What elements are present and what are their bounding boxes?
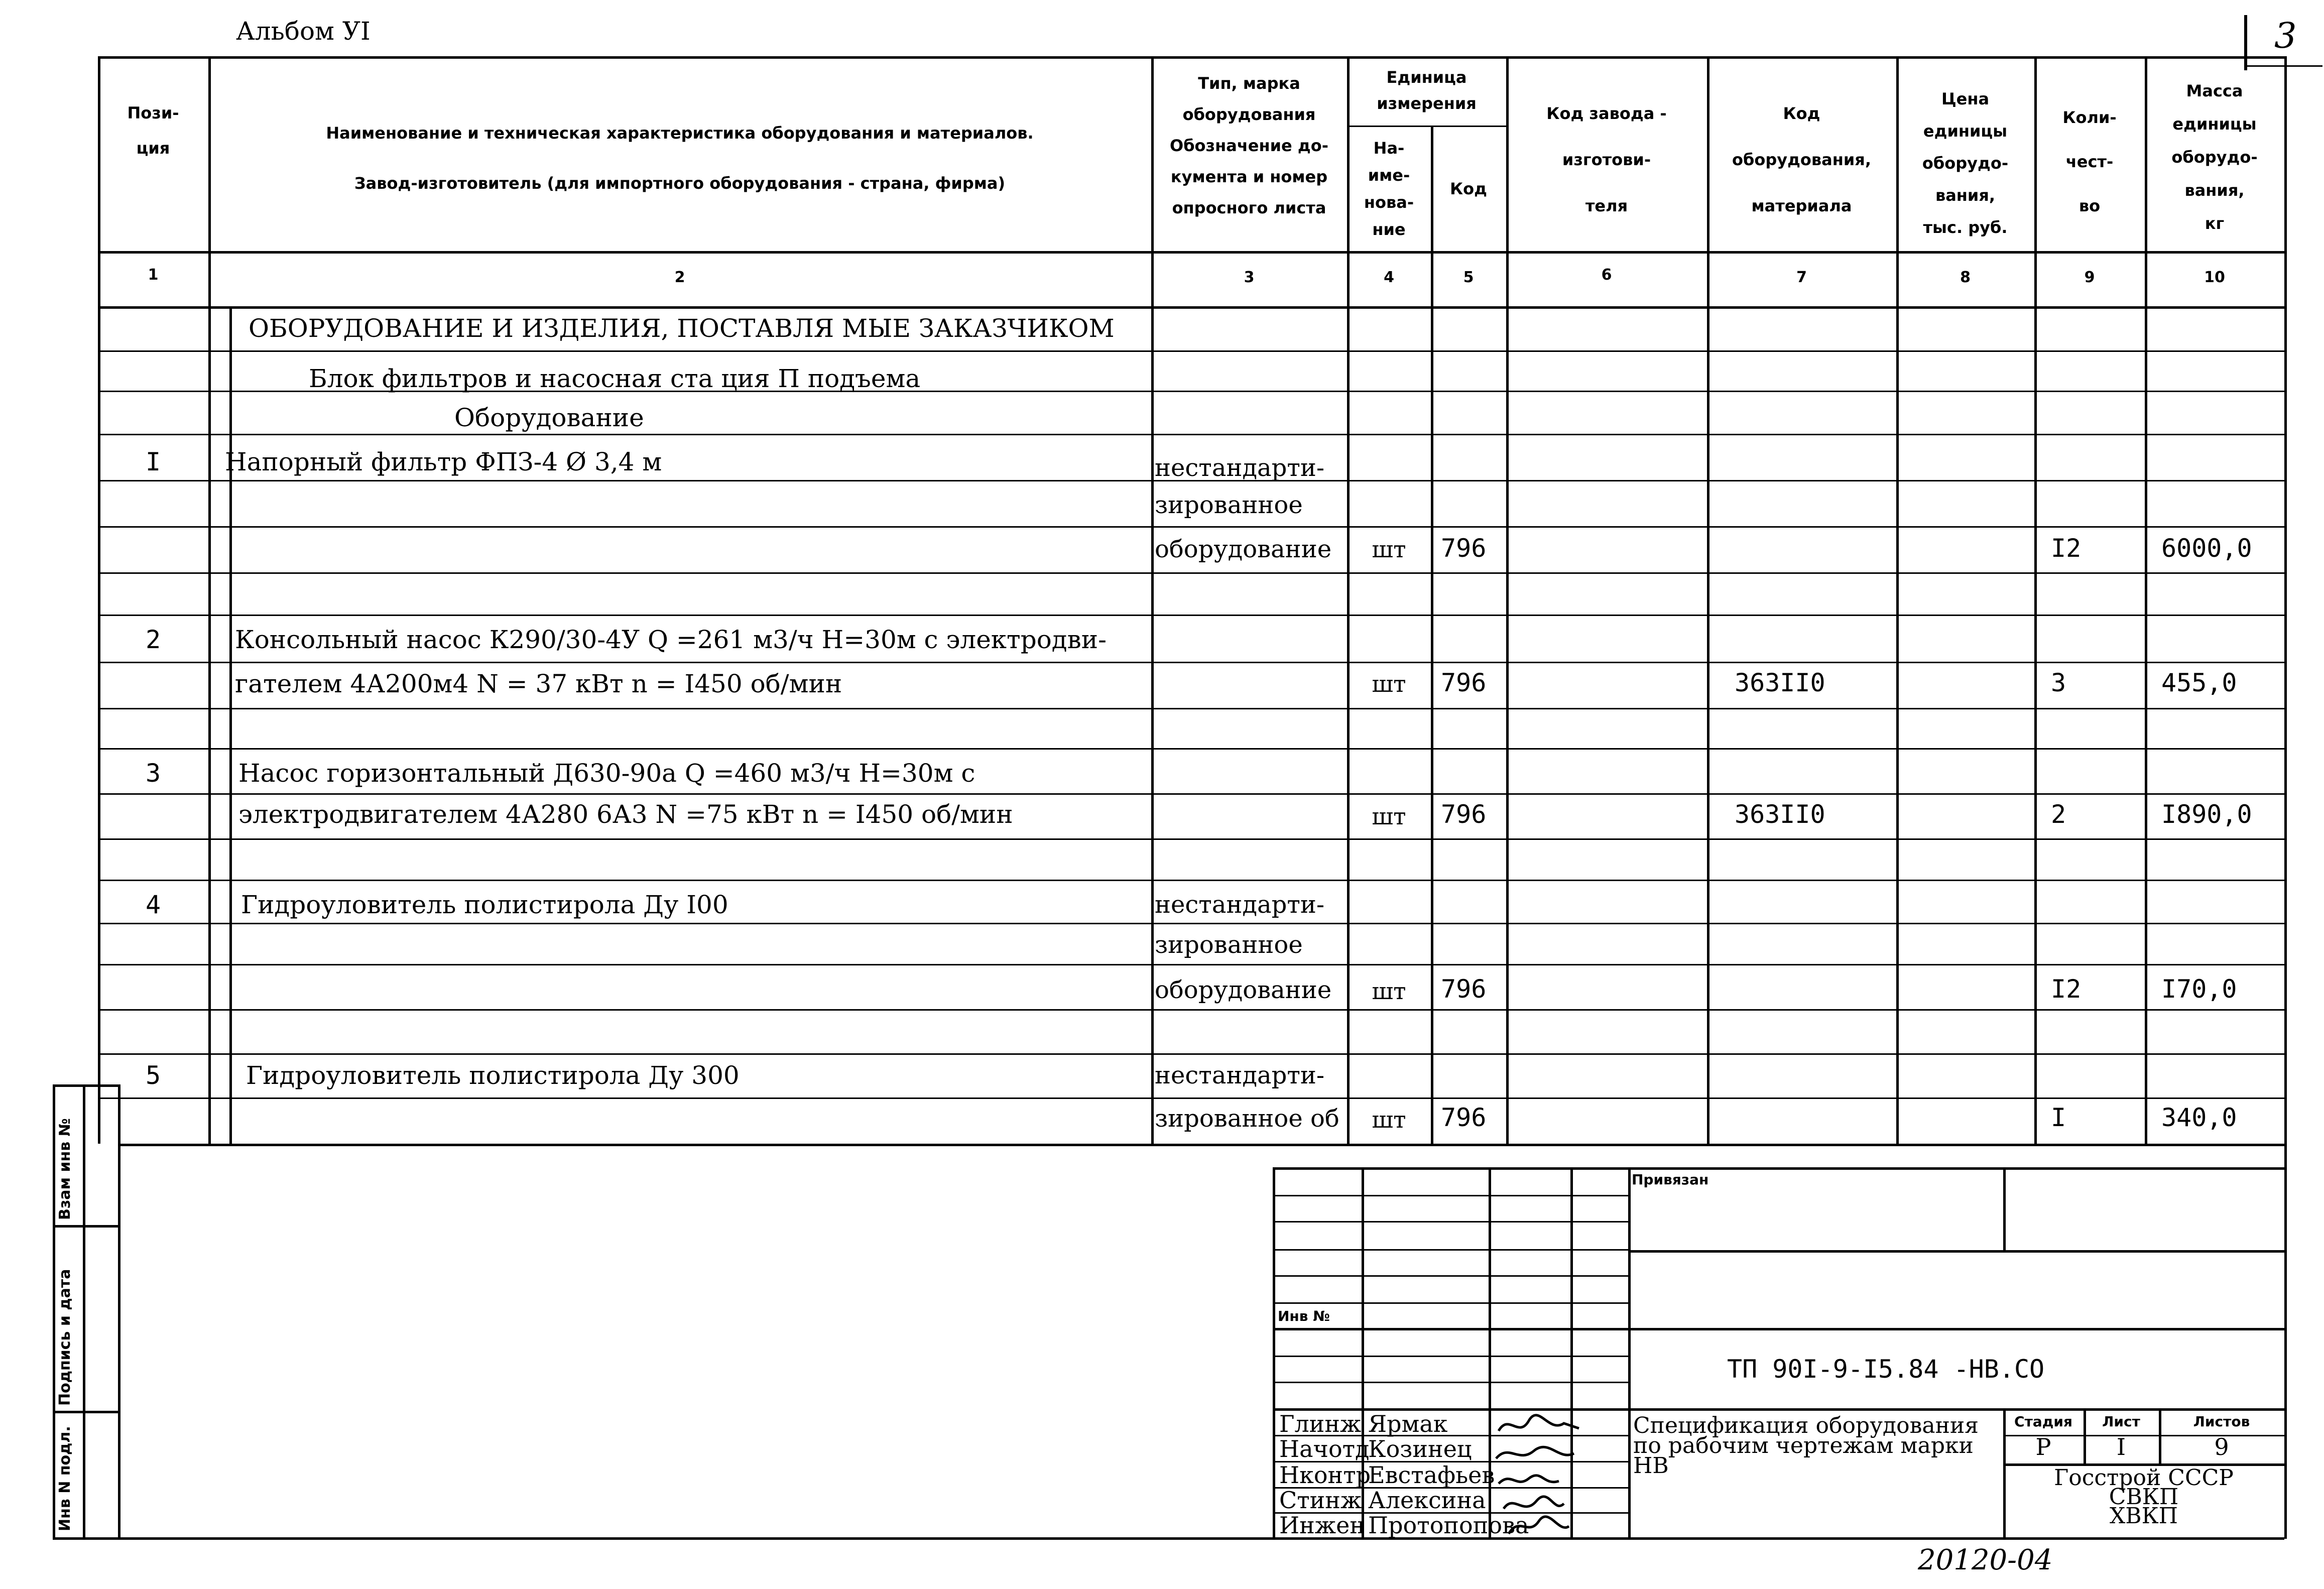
- person-5: Протопопова: [1368, 1512, 1529, 1539]
- col-line-0: [98, 56, 100, 1144]
- item-2-mass: 455,0: [2161, 668, 2237, 697]
- row-line: [98, 572, 2286, 574]
- item-2-pos: 2: [145, 625, 161, 654]
- item-2-unit: шт: [1372, 670, 1406, 697]
- binding-strip-div2: [53, 1411, 118, 1413]
- subsection-title: Блок фильтров и насосная ста ция П подъема: [309, 364, 921, 393]
- item-4-type-line1: нестандарти-: [1155, 891, 1325, 919]
- titleblock-v4: [1628, 1167, 1631, 1539]
- colnum-5: 5: [1463, 269, 1474, 286]
- row-line: [98, 923, 2286, 924]
- header-col8: Цена единицы оборудо- вания, тыс. руб.: [1922, 89, 2009, 237]
- binding-strip-mid: [83, 1084, 85, 1539]
- header-col9: Коли- чест- во: [2062, 108, 2117, 215]
- item-2-qty: 3: [2051, 668, 2066, 697]
- titleblock-left: [1273, 1167, 1275, 1539]
- tb-row: [1273, 1382, 1628, 1383]
- item-2-code: 796: [1441, 668, 1487, 697]
- role-4: Стинж: [1279, 1487, 1362, 1514]
- item-2-name-line2: гателем 4А200м4 N = 37 кВт n = I450 об/мин: [235, 669, 842, 698]
- binding-strip-right: [118, 1084, 120, 1539]
- person-1: Ярмак: [1368, 1410, 1448, 1437]
- person-3: Евстафьев: [1368, 1461, 1495, 1489]
- item-5-mass: 340,0: [2161, 1103, 2237, 1132]
- item-5-name: Гидроуловитель полистирола Ду 300: [246, 1061, 740, 1090]
- row-line: [98, 1097, 2286, 1099]
- stage-value: Р: [2035, 1433, 2051, 1460]
- header-col2: Наименование и техническая характеристика оборудования и материалов. Завод-изготовитель (для импортного оборудования - страна, фирма): [326, 124, 1034, 193]
- item-4-mass: I70,0: [2161, 974, 2237, 1004]
- tb-row: [1273, 1249, 1628, 1251]
- item-4-pos: 4: [145, 890, 161, 919]
- signatures-icon: [1489, 1408, 1589, 1539]
- album-label: Альбом УI: [236, 17, 371, 46]
- header-col5: Код: [1450, 179, 1487, 198]
- side-label-inv-podl: Инв N подл.: [56, 1426, 74, 1531]
- header-unit-group: Единица измерения: [1377, 68, 1477, 113]
- header-col1: Пози- ция: [127, 103, 179, 158]
- item-1-pos: I: [145, 447, 161, 476]
- item-3-pos: 3: [145, 759, 161, 788]
- item-5-qty: I: [2051, 1103, 2066, 1132]
- item-5-pos: 5: [145, 1061, 161, 1090]
- row-line: [98, 350, 2286, 352]
- colnum-bottom-border: [98, 306, 2286, 309]
- tb-row-inv: [1273, 1328, 1628, 1330]
- col-line-10: [2284, 56, 2287, 1144]
- side-label-podpis: Подпись и дата: [56, 1269, 74, 1406]
- row-line: [98, 708, 2286, 709]
- sheet-head: Лист: [2102, 1413, 2140, 1430]
- sheet-bottom-border: [53, 1537, 2284, 1540]
- item-1-type-line2: зированное: [1155, 491, 1303, 519]
- corner-mark-line: [2244, 15, 2247, 70]
- colnum-7: 7: [1796, 269, 1807, 286]
- sheets-value: 9: [2214, 1433, 2229, 1460]
- item-3-name-line1: Насос горизонтальный Д630-90а Q =460 м3/ч Н=30м с: [238, 759, 975, 788]
- item-4-code: 796: [1441, 974, 1487, 1004]
- item-3-name-line2: электродвигателем 4А280 6А3 N =75 кВт n = I450 об/мин: [238, 800, 1013, 829]
- organization: Госстрой СССР СВКП ХВКП: [2054, 1465, 2234, 1529]
- item-4-name: Гидроуловитель полистирола Ду I00: [241, 890, 728, 919]
- unit-header-split: [1347, 126, 1506, 127]
- item-1-unit: шт: [1372, 536, 1406, 563]
- item-1-code: 796: [1441, 534, 1487, 563]
- doc-code: ТП 90I-9-I5.84 -НВ.СО: [1727, 1355, 2045, 1384]
- header-col7: Код оборудования, материала: [1732, 104, 1871, 215]
- header-col4: На- име- нова- ние: [1364, 139, 1414, 239]
- titleblock-privyazan-bottom: [1628, 1250, 2284, 1253]
- tb-row: [1273, 1302, 1628, 1304]
- row-line: [98, 880, 2286, 881]
- sheet-value: I: [2116, 1433, 2126, 1460]
- item-5-code: 796: [1441, 1103, 1487, 1132]
- colnum-1: 1: [148, 266, 159, 284]
- role-3: Нконтр: [1279, 1461, 1371, 1489]
- col-line-1b: [229, 306, 232, 1144]
- titleblock-top: [1273, 1167, 2284, 1170]
- item-2-equip-code: 363II0: [1735, 668, 1825, 697]
- item-1-qty: I2: [2051, 534, 2082, 563]
- tb-row: [1273, 1275, 1628, 1277]
- colnum-8: 8: [1960, 269, 1971, 286]
- sheets-head: Листов: [2193, 1413, 2250, 1430]
- colnum-6: 6: [1601, 266, 1612, 284]
- item-1-mass: 6000,0: [2161, 534, 2252, 563]
- titleblock-privyazan-split: [2003, 1167, 2006, 1250]
- doc-title: Спецификация оборудования по рабочим чертежам марки НВ: [1633, 1413, 1979, 1479]
- role-5: Инжен: [1279, 1512, 1365, 1539]
- item-5-unit: шт: [1372, 1106, 1406, 1133]
- header-col10: Масса единицы оборудо- вания, кг: [2171, 81, 2258, 233]
- header-bottom-border: [98, 251, 2286, 254]
- item-1-type-line3: оборудование: [1155, 535, 1332, 563]
- item-1-type-line1: нестандарти-: [1155, 454, 1325, 482]
- item-4-type-line2: зированное: [1155, 931, 1303, 959]
- person-2: Козинец: [1368, 1435, 1472, 1462]
- tb-row: [1273, 1221, 1628, 1223]
- table-top-border: [98, 56, 2286, 59]
- tb-row: [1273, 1356, 1628, 1357]
- colnum-10: 10: [2204, 269, 2225, 286]
- group-title: Оборудование: [454, 403, 644, 432]
- person-4: Алексина: [1368, 1487, 1486, 1514]
- item-5-type-line2: зированное об: [1155, 1105, 1339, 1133]
- item-4-qty: I2: [2051, 974, 2082, 1004]
- colnum-4: 4: [1384, 269, 1394, 286]
- item-1-name: Напорный фильтр ФПЗ-4 Ø 3,4 м: [225, 447, 662, 476]
- item-3-mass: I890,0: [2161, 800, 2252, 829]
- tb-row: [1273, 1195, 1628, 1196]
- item-3-code: 796: [1441, 800, 1487, 829]
- row-line: [98, 1009, 2286, 1011]
- item-4-type-line3: оборудование: [1155, 976, 1332, 1004]
- item-3-unit: шт: [1372, 803, 1406, 830]
- row-line: [98, 964, 2286, 965]
- item-3-qty: 2: [2051, 800, 2066, 829]
- colnum-2: 2: [674, 269, 685, 286]
- row-line: [98, 838, 2286, 840]
- titleblock-code-bottom: [1628, 1408, 2284, 1411]
- sheet-right-border: [2284, 1144, 2287, 1539]
- role-1: Глинж: [1279, 1410, 1362, 1437]
- header-col6: Код завода - изготови- теля: [1546, 104, 1667, 215]
- section-title: ОБОРУДОВАНИЕ И ИЗДЕЛИЯ, ПОСТАВЛЯ МЫЕ ЗАКАЗЧИКОМ: [249, 314, 1115, 343]
- item-4-unit: шт: [1372, 977, 1406, 1005]
- row-line: [98, 526, 2286, 528]
- row-line: [98, 434, 2286, 435]
- row-line: [98, 662, 2286, 663]
- role-2: Начотд: [1279, 1435, 1370, 1462]
- colnum-9: 9: [2084, 269, 2095, 286]
- header-col3: Тип, марка оборудования Обозначение до- кумента и номер опросного листа: [1170, 74, 1328, 217]
- row-line: [98, 748, 2286, 750]
- side-label-vzam: Взам инв №: [56, 1118, 74, 1220]
- item-3-equip-code: 363II0: [1735, 800, 1825, 829]
- binding-strip-top: [53, 1084, 118, 1087]
- titleblock-code-top: [1628, 1328, 2284, 1330]
- item-2-name-line1: Консольный насос К290/30-4У Q =261 м3/ч Н=30м с электродви-: [235, 625, 1107, 654]
- table-bottom-border: [118, 1144, 2286, 1146]
- sheet-corner-number: 3: [2274, 15, 2297, 56]
- col-line-1: [208, 56, 211, 1144]
- stage-head: Стадия: [2014, 1413, 2072, 1430]
- privyazan-label: Привязан: [1632, 1171, 1709, 1188]
- stamp-number: 20120-04: [1918, 1544, 2053, 1576]
- inv-label: Инв №: [1278, 1308, 1330, 1324]
- binding-strip-left: [53, 1084, 55, 1539]
- colnum-3: 3: [1244, 269, 1255, 286]
- row-line: [98, 1053, 2286, 1055]
- binding-strip-div1: [53, 1225, 118, 1228]
- row-line: [98, 615, 2286, 616]
- item-5-type-line1: нестандарти-: [1155, 1061, 1325, 1089]
- row-line: [98, 793, 2286, 795]
